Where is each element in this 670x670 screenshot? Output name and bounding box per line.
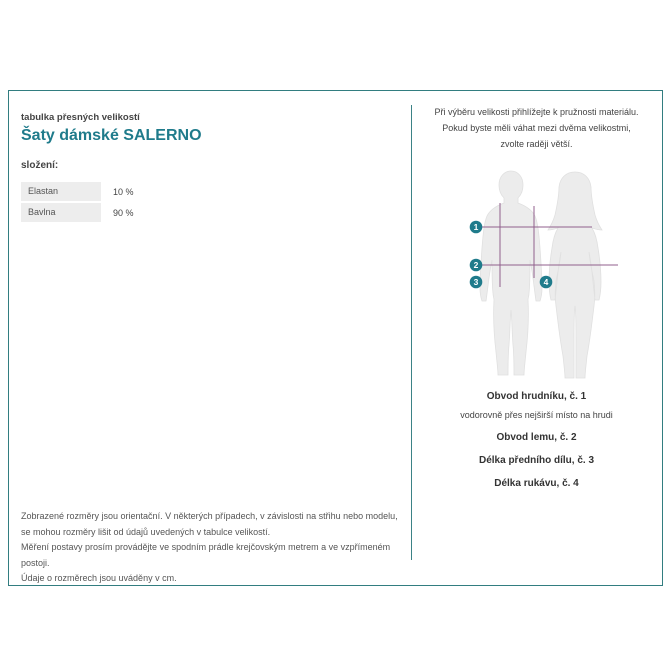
svg-text:4: 4 (543, 277, 549, 287)
measure-badge-3 (470, 276, 483, 289)
disclaimer-text (21, 509, 413, 587)
svg-text:2: 2 (473, 260, 479, 270)
material-cell: Elastan (21, 182, 101, 201)
disclaimer-line: Měření postavy prosím provádějte ve spodním prádle krejčovským metrem a ve vzpřímeném postoji. (21, 542, 391, 568)
measure-guide-column (412, 91, 661, 585)
measure-label-chest: Obvod hrudníku, č. 1 (486, 391, 587, 402)
measure-badge-4 (540, 276, 553, 289)
sizing-advice-line: zvolte raději větší. (500, 139, 573, 149)
disclaimer-line: Údaje o rozměrech jsou uváděny v cm. (21, 573, 177, 583)
disclaimer-line: se mohou rozměry lišit od údajů uvedených v tabulce velikostí. (21, 526, 271, 537)
svg-text:1: 1 (473, 222, 479, 232)
table-row (21, 182, 221, 201)
disclaimer-line: Zobrazené rozměry jsou orientační. V některých případech, v závislosti na střihu nebo modelu, (21, 511, 398, 521)
female-silhouette (548, 172, 602, 378)
measure-label-sleeve: Délka rukávu, č. 4 (494, 478, 579, 489)
material-cell: Bavlna (21, 203, 101, 222)
measure-legend (412, 388, 661, 493)
svg-text:3: 3 (473, 277, 479, 287)
measure-desc-chest: vodorovně přes nejširší místo na hrudi (460, 410, 613, 420)
measure-badge-1 (470, 221, 483, 234)
product-title: Šaty dámské SALERNO (21, 127, 202, 144)
table-row (21, 203, 221, 222)
measure-label-hem: Obvod lemu, č. 2 (496, 432, 577, 443)
sizing-advice-line: Pokud byste měli váhat mezi dvěma velikostmi, (442, 123, 631, 133)
percent-cell: 90 % (113, 207, 134, 218)
figure-diagram (450, 160, 660, 385)
measure-label-front-length: Délka předního dílu, č. 3 (478, 455, 595, 466)
size-chart-panel (8, 90, 663, 586)
sizing-advice-text (412, 104, 661, 152)
sizing-advice-line: Při výběru velikosti přihlížejte k pružnosti materiálu. (434, 107, 639, 117)
percent-cell: 10 % (113, 186, 134, 197)
measure-badge-2 (470, 259, 483, 272)
table-eyebrow-label: tabulka přesných velikostí (21, 112, 140, 123)
male-silhouette (480, 171, 542, 375)
body-silhouettes-illustration (450, 160, 660, 385)
composition-table (21, 182, 221, 224)
composition-heading: složení: (21, 160, 59, 171)
